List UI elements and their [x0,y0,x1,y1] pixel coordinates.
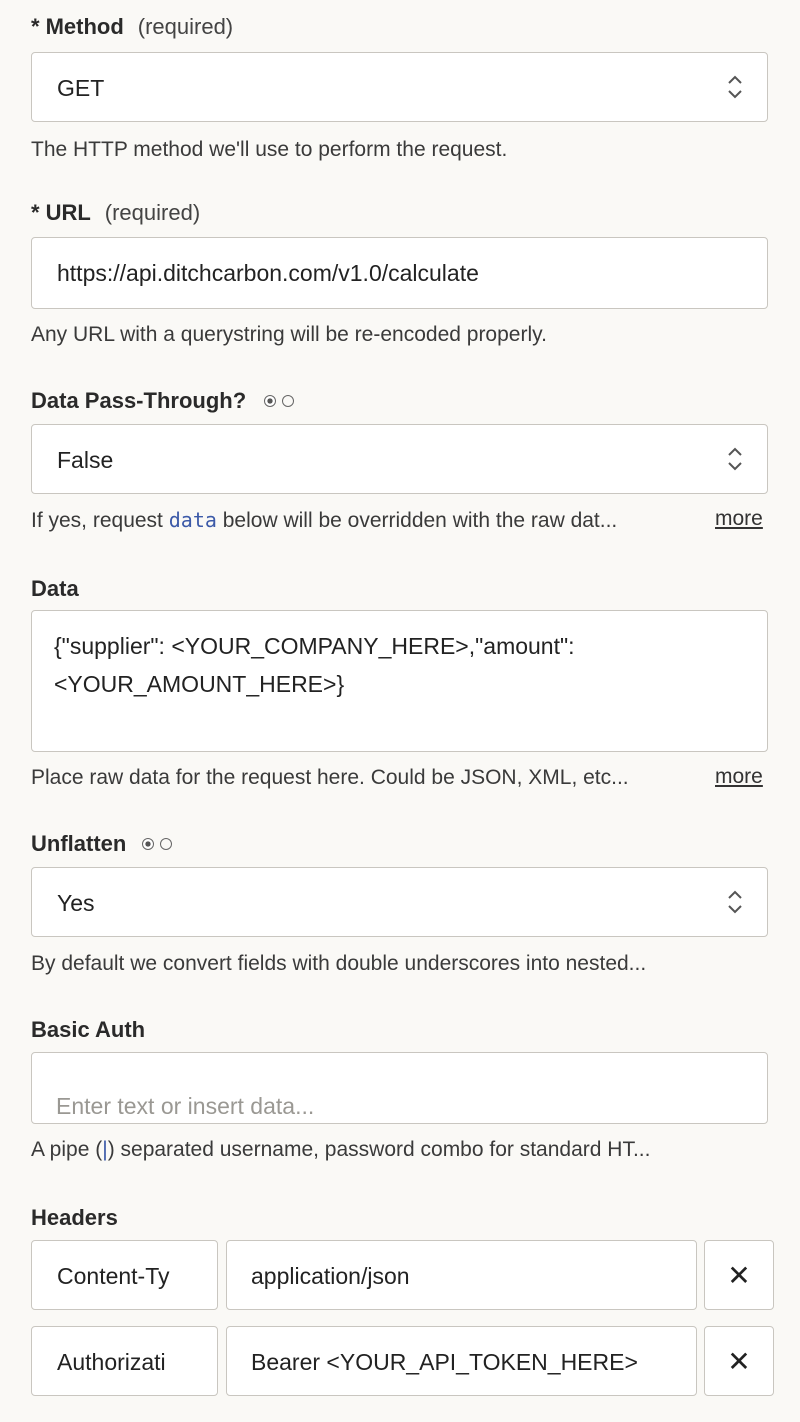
close-icon: ✕ [727,1345,751,1377]
unflatten-value: Yes [57,890,95,916]
unflatten-help: By default we convert fields with double underscores into nested... [31,952,647,975]
header-key-input[interactable] [31,1240,218,1310]
method-label: * Method (required) [31,14,234,39]
url-label: * URL (required) [31,200,201,225]
url-value: https://api.ditchcarbon.com/v1.0/calculate [57,260,479,286]
header-key-input[interactable] [31,1326,218,1396]
header-value-input[interactable] [226,1326,697,1396]
chevron-updown-icon [725,444,745,474]
passthrough-more-link[interactable]: more [715,507,763,530]
method-help: The HTTP method we'll use to perform the request. [31,138,508,161]
method-value: GET [57,75,105,101]
data-textarea[interactable] [31,610,768,752]
radio-selected-icon[interactable] [264,395,276,407]
header-value: application/json [251,1263,410,1289]
radio-unselected-icon[interactable] [160,838,172,850]
passthrough-value: False [57,447,114,473]
url-help: Any URL with a querystring will be re-encoded properly. [31,323,547,346]
data-line-1: {"supplier": <YOUR_COMPANY_HERE>,"amount": [54,633,575,659]
header-value: Bearer <YOUR_API_TOKEN_HERE> [251,1349,638,1375]
data-label: Data [31,576,79,601]
passthrough-label: Data Pass-Through? [31,388,294,414]
data-more-link[interactable]: more [715,765,763,788]
header-value-input[interactable] [226,1240,697,1310]
url-input[interactable] [31,237,768,309]
passthrough-help: If yes, request data below will be overridden with the raw dat... [31,508,618,532]
chevron-updown-icon [725,887,745,917]
header-key: Authorizati [57,1349,166,1375]
passthrough-select[interactable] [31,424,768,494]
unflatten-select[interactable] [31,867,768,937]
unflatten-label: Unflatten [31,831,172,857]
chevron-updown-icon [725,72,745,102]
radio-unselected-icon[interactable] [282,395,294,407]
code-token: data [168,508,217,532]
remove-header-button[interactable] [704,1326,774,1396]
basic-auth-help: A pipe (|) separated username, password combo for standard HT... [31,1138,651,1161]
method-select[interactable] [31,52,768,122]
header-key: Content-Ty [57,1263,170,1289]
headers-label: Headers [31,1205,118,1230]
basic-auth-input[interactable] [31,1052,768,1124]
pipe-token: | [102,1138,108,1161]
basic-auth-label: Basic Auth [31,1017,146,1042]
data-line-2: <YOUR_AMOUNT_HERE>} [54,671,345,697]
close-icon: ✕ [727,1259,751,1291]
basic-auth-placeholder: Enter text or insert data... [56,1093,315,1119]
radio-selected-icon[interactable] [142,838,154,850]
remove-header-button[interactable] [704,1240,774,1310]
data-help: Place raw data for the request here. Could be JSON, XML, etc... [31,766,629,789]
